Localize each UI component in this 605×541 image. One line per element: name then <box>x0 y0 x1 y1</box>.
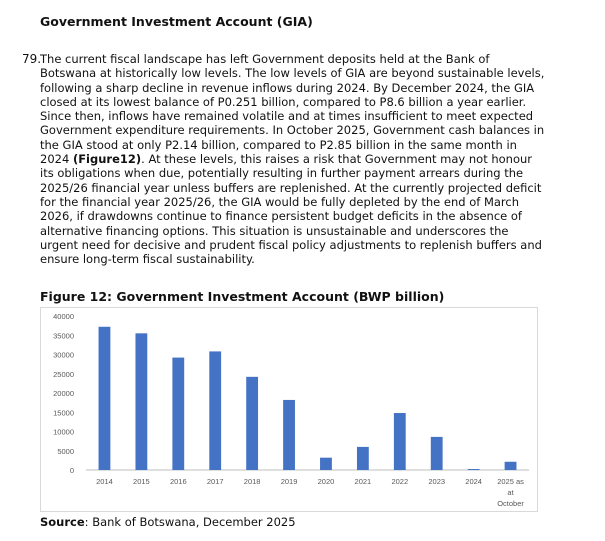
x-tick-label-line: 2020 <box>317 477 335 486</box>
source-note <box>40 515 296 529</box>
y-tick-label: 20000 <box>53 389 74 398</box>
bar <box>468 469 480 470</box>
source-text: : Bank of Botswana, December 2025 <box>84 515 296 529</box>
y-tick-label: 30000 <box>53 350 74 360</box>
x-tick-label <box>96 477 113 486</box>
x-tick-label <box>207 477 224 486</box>
x-tick-label <box>170 477 187 486</box>
paragraph-text-part-1: The current fiscal landscape has left Government deposits held at the Bank of Botswana at historically low levels. The low levels of GIA are beyond sustainable levels, following a sharp decline in revenue inflows during 2024. By December 2024, the GIA closed at its lowest balance of P0.251 billion, compared to P8.6 billion a year earlier. Since then, inflows have remained volatile and at times insufficient to meet expected Government expenditure requirements. In October 2025, Government cash balances in the GIA stood at only P2.14 billion, compared to P2.85 billion in the same month in 2024 <box>40 52 545 167</box>
x-tick-label-line: 2021 <box>354 477 372 486</box>
x-tick-label <box>465 477 482 486</box>
bar <box>431 437 443 470</box>
bar <box>172 358 184 470</box>
paragraph-text <box>40 52 548 266</box>
x-tick-label-line: 2023 <box>428 477 446 486</box>
x-tick-label <box>318 477 335 486</box>
x-tick-label-line: 2022 <box>391 477 409 486</box>
bar <box>209 351 221 470</box>
bar <box>99 327 111 470</box>
x-tick-label-line: October <box>497 499 524 508</box>
bar <box>246 377 258 470</box>
y-tick-label: 10000 <box>53 427 74 437</box>
bar <box>394 413 406 470</box>
y-tick-label: 35000 <box>53 331 74 341</box>
x-tick-label <box>133 477 150 486</box>
x-tick-label-line: 2018 <box>243 477 261 486</box>
paragraph-text-part-2: . At these levels, this raises a risk that Government may not honour its obligations when due, potentially resulting in further payment arrears during the 2025/26 financial year unless buffers are replenished. At the currently projected deficit for the financial year 2025/26, the GIA would be fully depleted by the end of March 2026, if drawdowns continue to finance persistent budget deficits in the absence of alternative financing options. This situation is unsustainable and underscores the urgent need for decisive and prudent fiscal policy adjustments to replenish buffers and ensure long-term fiscal sustainability. <box>40 152 542 267</box>
x-tick-label-line: 2014 <box>96 477 113 486</box>
bar <box>320 458 332 470</box>
bar <box>357 447 369 470</box>
paragraph-number: 79. <box>22 52 42 66</box>
x-tick-label <box>497 477 524 508</box>
x-tick-label-line: 2016 <box>169 477 187 486</box>
x-tick-label-line: at <box>507 488 514 497</box>
y-tick-label: 0 <box>69 466 74 475</box>
y-tick-label: 5000 <box>57 446 74 456</box>
x-tick-label-line: 2024 <box>465 477 482 486</box>
bar <box>135 333 147 470</box>
bar <box>283 400 295 470</box>
y-tick-label: 40000 <box>53 312 74 321</box>
x-tick-label <box>281 477 298 486</box>
y-tick-label: 25000 <box>53 369 74 379</box>
x-tick-label <box>428 477 445 486</box>
x-tick-label-line: 2019 <box>280 477 298 486</box>
source-label: Source <box>40 515 85 529</box>
gia-chart <box>40 307 538 512</box>
figure-reference: (Figure12) <box>72 152 142 167</box>
x-tick-label <box>244 477 261 486</box>
figure-title: Figure 12: Government Investment Account (BWP billion) <box>40 289 445 304</box>
bar <box>505 462 517 470</box>
y-tick-label: 15000 <box>53 408 74 418</box>
section-heading: Government Investment Account (GIA) <box>40 14 313 29</box>
x-tick-label <box>355 477 372 486</box>
x-tick-label-line: 2015 <box>133 477 150 486</box>
gia-bar-chart <box>41 308 537 511</box>
x-tick-label <box>391 477 408 486</box>
x-tick-label-line: 2025 as <box>497 477 524 486</box>
x-tick-label-line: 2017 <box>206 477 224 486</box>
